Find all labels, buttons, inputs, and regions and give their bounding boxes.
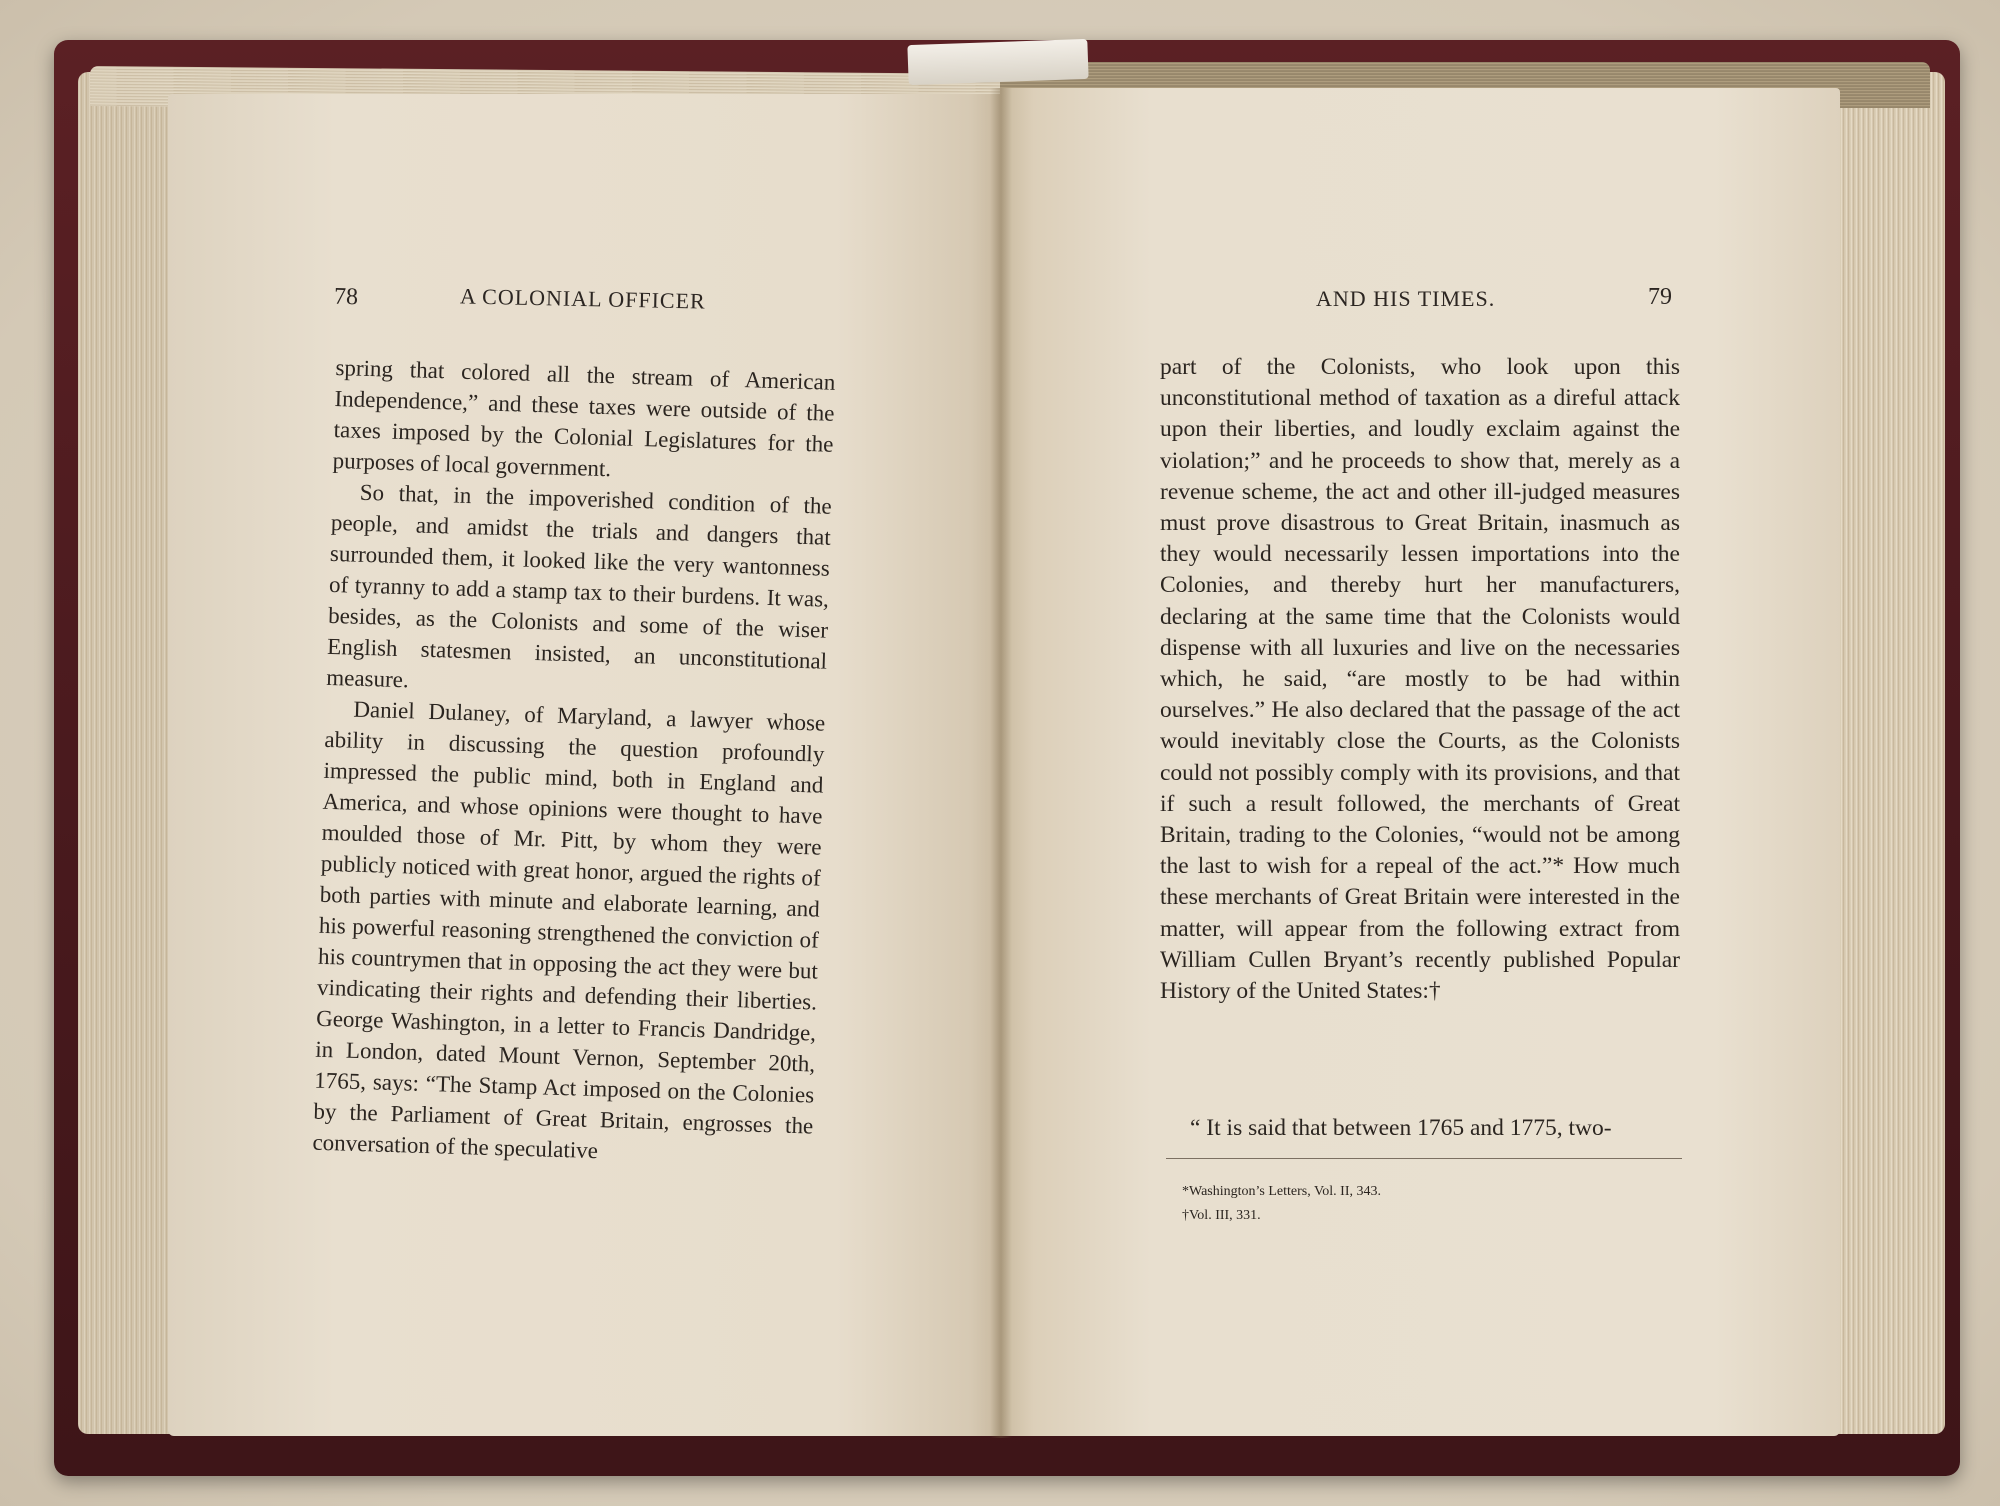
left-page-number: 78 — [333, 283, 359, 311]
footnotes — [1182, 1180, 1381, 1228]
right-page-number: 79 — [1648, 284, 1672, 310]
footnote-2: †Vol. III, 331. — [1182, 1208, 1261, 1223]
left-page-text — [312, 352, 836, 1172]
book-gutter — [990, 88, 1012, 1438]
left-paragraph-2: So that, in the impoverished condition of the people, and amidst the trials and dangers that surrounded them, it looked like the very wantonness of tyranny to add a stamp tax to their burdens. It was, besides, as the Colonists and some of the wiser English statesmen insisted, an unconstitutional measure. — [325, 479, 833, 693]
right-page-edges — [1835, 72, 1945, 1434]
right-page-text — [1160, 352, 1680, 1007]
footnote-1: *Washington’s Letters, Vol. II, 343. — [1182, 1184, 1382, 1199]
footnote-divider — [1166, 1158, 1682, 1159]
left-paragraph-1: spring that colored all the stream of American Independence,” and these taxes were outside of the taxes imposed by the Colonial Legislatures for the purposes of local government. — [332, 354, 836, 482]
spine-tab — [907, 39, 1088, 85]
right-running-head: AND HIS TIMES. — [1316, 286, 1496, 311]
left-running-head: A COLONIAL OFFICER — [459, 283, 707, 314]
left-page-edges — [78, 72, 176, 1434]
quote-start-line: “ It is said that between 1765 and 1775, two- — [1190, 1115, 1612, 1141]
right-paragraph-1: part of the Colonists, who look upon this unconstitutional method of taxation as a direful attack upon their liberties, and loudly exclaim against the violation;” and he proceeds to show that, merely as a revenue scheme, the act and other ill-judged measures must prove disastrous to Great Britain, inasmuch as they would necessarily lessen importations into the Colonies, and thereby hurt her manufacturers, declaring at the same time that the Colonists would dispense with all luxuries and live on the necessaries which, he said, “are mostly to be had within ourselves.” He also declared that the passage of the act would inevitably close the Courts, as the Colonists could not possibly comply with its provisions, and that if such a result followed, the merchants of Great Britain, trading to the Colonies, “would not be among the last to wish for a repeal of the act.”* How much these merchants of Great Britain were interested in the matter, will appear from the following extract from William Cullen Bryant’s recently published Popular History of the United States:† — [1160, 354, 1680, 1005]
left-paragraph-3: Daniel Dulaney, of Maryland, a lawyer whose ability in discussing the question profoundly impressed the public mind, both in England and America, and whose opinions were thought to have moulded those of Mr. Pitt, by whom they were publicly noticed with great honor, argued the rights of both parties with minute and elaborate learning, and his powerful reasoning strengthened the conviction of his countrymen that in opposing the act they were but vindicating their rights and defending their liberties. George Washington, in a letter to Francis Dandridge, in London, dated Mount Vernon, September 20th, 1765, says: “The Stamp Act imposed on the Colonies by the Parliament of Great Britain, engrosses the conversation of the speculative — [312, 696, 826, 1164]
